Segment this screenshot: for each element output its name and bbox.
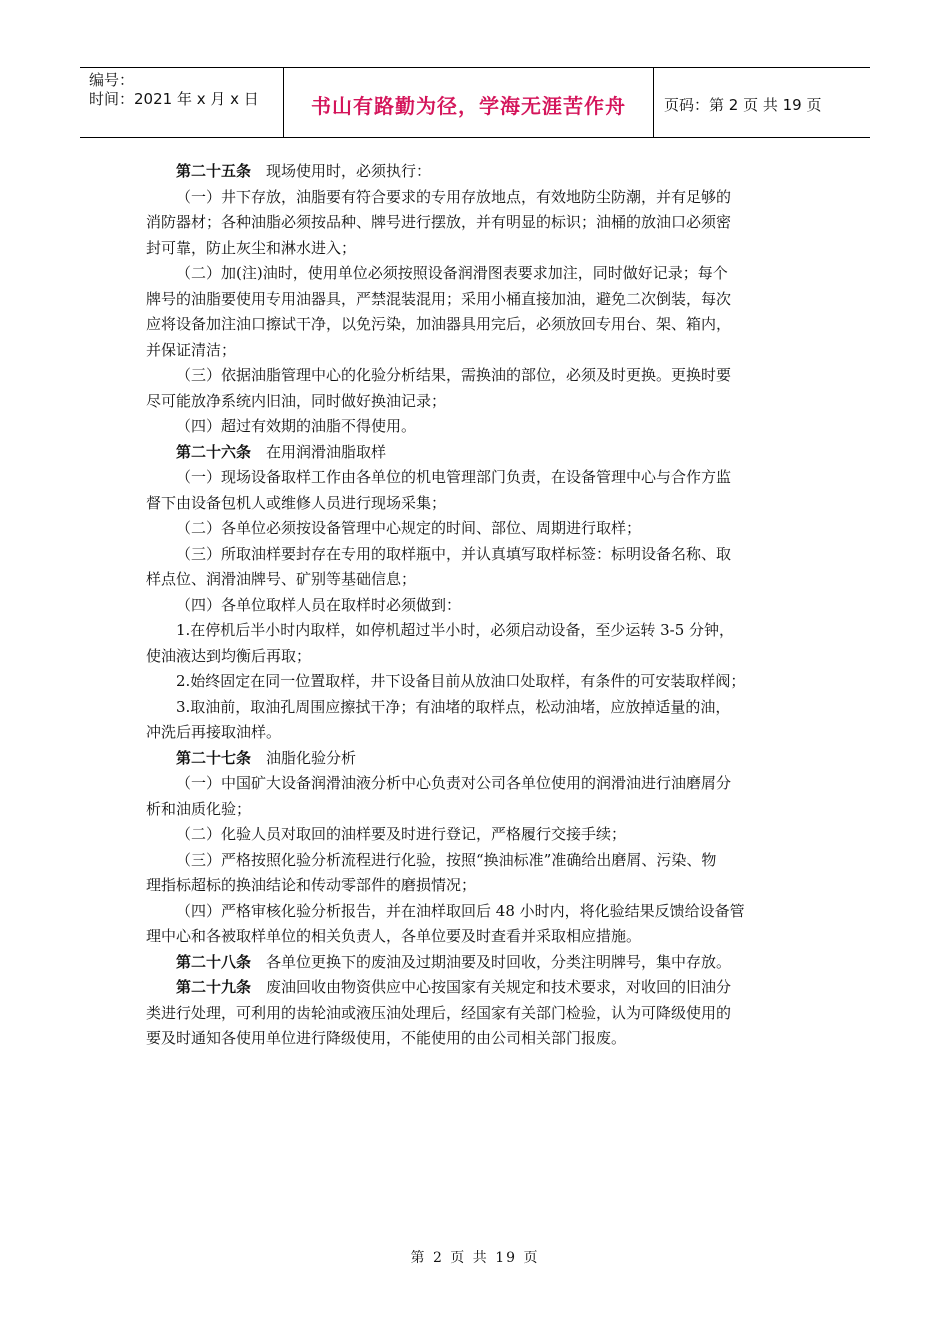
document-body [146,159,810,1052]
paragraph-line: （二）加(注)油时，使用单位必须按照设备润滑图表要求加注，同时做好记录；每个 [176,264,728,282]
article-28-heading [146,950,810,976]
paragraph-line: （四）各单位取样人员在取样时必须做到： [176,595,462,614]
paragraph-line: （二）化验人员对取回的油样要及时进行登记，严格履行交接手续； [176,825,627,843]
paragraph-line: 尽可能放净系统内旧油，同时做好换油记录； [146,391,447,410]
paragraph-line: 理指标超标的换油结论和传动零部件的磨损情况； [146,876,477,894]
document-number-label: 编号： [89,71,135,89]
paragraph-line: 督下由设备包机人或维修人员进行现场采集； [146,493,447,512]
motto-text: 书山有路勤为径，学海无涯苦作舟 [311,94,626,118]
article-text: 废油回收由物资供应中心按国家有关规定和技术要求，对收回的旧油分 [266,978,732,996]
paragraph-line: 析和油质化验； [146,799,252,818]
paragraph-line: （一）井下存放，油脂要有符合要求的专用存放地点，有效地防尘防潮，并有足够的 [176,187,732,206]
paragraph-line: （四）严格审核化验分析报告，并在油样取回后 48 小时内，将化验结果反馈给设备管 [176,901,745,920]
paragraph-line: （一）现场设备取样工作由各单位的机电管理部门负责，在设备管理中心与合作方监 [176,468,732,486]
article-label: 第二十八条 [176,952,252,971]
header-page-cell [654,68,870,137]
article-text: 油脂化验分析 [266,748,357,767]
article-label: 第二十七条 [176,748,252,767]
paragraph-line: 理中心和各被取样单位的相关负责人，各单位要及时查看并采取相应措施。 [146,927,642,945]
page-header [80,67,870,138]
header-page-info: 页码：第 2 页 共 19 页 [664,96,822,114]
article-label: 第二十九条 [176,978,252,996]
paragraph-line: （二）各单位必须按设备管理中心规定的时间、部位、周期进行取样； [176,519,642,537]
document-date: 时间：2021 年 x 月 x 日 [89,90,259,108]
header-meta [80,68,284,137]
paragraph-line: （三）所取油样要封存在专用的取样瓶中，并认真填写取样标签：标明设备名称、取 [176,544,732,563]
header-motto-cell [284,68,654,137]
paragraph-line: 并保证清洁； [146,340,237,359]
page-footer: 第 2 页 共 19 页 [410,1250,540,1266]
article-text: 现场使用时，必须执行： [266,162,432,180]
paragraph-line: 3.取油前，取油孔周围应擦拭干净；有油堵的取样点，松动油堵，应放掉适量的油， [176,697,731,716]
paragraph-line: （三）依据油脂管理中心的化验分析结果，需换油的部位，必须及时更换。更换时要 [176,366,732,384]
paragraph-line: 应将设备加注油口擦试干净，以免污染，加油器具用完后，必须放回专用台、架、箱内， [146,315,732,333]
article-26-heading [146,440,810,466]
article-27-heading [146,746,810,772]
paragraph-line: 2.始终固定在同一位置取样，井下设备目前从放油口处取样，有条件的可安装取样阀； [176,672,746,690]
article-label: 第二十六条 [176,442,252,461]
paragraph-line: （三）严格按照化验分析流程进行化验，按照“换油标准”准确给出磨屑、污染、物 [176,850,717,869]
paragraph-line: 要及时通知各使用单位进行降级使用，不能使用的由公司相关部门报废。 [146,1029,627,1047]
paragraph-line: 类进行处理，可利用的齿轮油或液压油处理后，经国家有关部门检验，认为可降级使用的 [146,1003,732,1022]
paragraph-line: （一）中国矿大设备润滑油液分析中心负责对公司各单位使用的润滑油进行油磨屑分 [176,774,732,792]
article-text: 在用润滑油脂取样 [266,442,387,461]
paragraph-line: 牌号的油脂要使用专用油器具，严禁混装混用；采用小桶直接加油，避免二次倒装，每次 [146,289,732,308]
article-29-heading [146,975,810,1001]
paragraph-line: 封可靠，防止灰尘和淋水进入； [146,238,357,257]
paragraph-line: 1.在停机后半小时内取样，如停机超过半小时，必须启动设备，至少运转 3-5 分钟， [176,621,735,639]
article-25-heading [146,159,810,185]
article-text: 各单位更换下的废油及过期油要及时回收，分类注明牌号，集中存放。 [266,952,732,971]
article-label: 第二十五条 [176,162,252,180]
paragraph-line: （四）超过有效期的油脂不得使用。 [176,417,417,435]
paragraph-line: 冲洗后再接取油样。 [146,723,282,741]
paragraph-line: 样点位、润滑油牌号、矿别等基础信息； [146,570,417,588]
paragraph-line: 消防器材；各种油脂必须按品种、牌号进行摆放，并有明显的标识；油桶的放油口必须密 [146,213,732,231]
paragraph-line: 使油液达到均衡后再取； [146,646,312,665]
